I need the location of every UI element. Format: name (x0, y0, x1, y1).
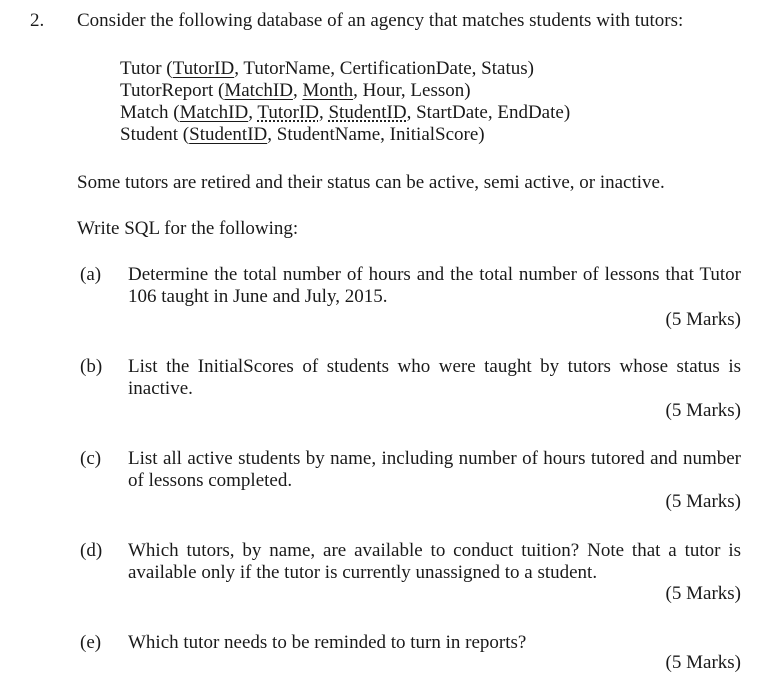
schema-tutorreport-key1: MatchID (224, 80, 293, 101)
question-number: 2. (30, 10, 45, 31)
schema-tutor-key: TutorID (172, 58, 235, 79)
schema-tutor-name: Tutor ( (120, 58, 173, 79)
schema-tutor-report (120, 80, 471, 102)
schema-match-fk2: StudentID (328, 102, 407, 123)
question-d-text: Which tutors, by name, are available to conduct tuition? Note that a tutor is available only if the tutor is currently unassigned to a student. (128, 540, 741, 583)
question-a-marks: (5 Marks) (665, 309, 741, 330)
schema-match-key: MatchID (179, 102, 249, 123)
schema-match-sep2: , (318, 102, 329, 123)
schema-match-rest: , StartDate, EndDate) (406, 102, 571, 123)
schema-student-key: StudentID (189, 124, 268, 145)
question-c-label: (c) (80, 448, 102, 469)
schema-tutorreport-name: TutorReport ( (120, 80, 225, 101)
question-b-marks: (5 Marks) (665, 400, 741, 421)
question-b-text: List the InitialScores of students who were taught by tutors whose status is inactive. (128, 356, 741, 399)
question-e-text: Which tutor needs to be reminded to turn in reports? (128, 632, 527, 653)
schema-student-name: Student ( (120, 124, 190, 145)
question-c-text: List all active students by name, including number of hours tutored and number of lessons completed. (128, 448, 741, 491)
schema-student (120, 124, 485, 146)
instruction: Write SQL for the following: (77, 218, 299, 239)
schema-match-fk1: TutorID (257, 102, 319, 123)
question-e-label: (e) (80, 632, 102, 653)
question-e-marks: (5 Marks) (665, 652, 741, 673)
question-d-label: (d) (80, 540, 103, 561)
question-c-marks: (5 Marks) (665, 491, 741, 512)
intro-text: Consider the following database of an agency that matches students with tutors: (77, 10, 684, 31)
question-a-text: Determine the total number of hours and the total number of lessons that Tutor 106 taught in June and July, 2015. (128, 264, 741, 307)
schema-tutor (120, 58, 534, 80)
schema-tutor-rest: , TutorName, CertificationDate, Status) (234, 58, 534, 79)
schema-tutorreport-rest: , Hour, Lesson) (353, 80, 471, 101)
schema-tutorreport-key2: Month (302, 80, 354, 101)
schema-tutorreport-sep: , (292, 80, 303, 101)
schema-match-name: Match ( (120, 102, 180, 123)
question-a-label: (a) (80, 264, 102, 285)
question-b-label: (b) (80, 356, 103, 377)
schema-match (120, 102, 570, 124)
schema-match-sep1: , (248, 102, 258, 123)
status-note: Some tutors are retired and their status can be active, semi active, or inactive. (77, 172, 665, 193)
schema-student-rest: , StudentName, InitialScore) (267, 124, 485, 145)
question-d-marks: (5 Marks) (665, 583, 741, 604)
